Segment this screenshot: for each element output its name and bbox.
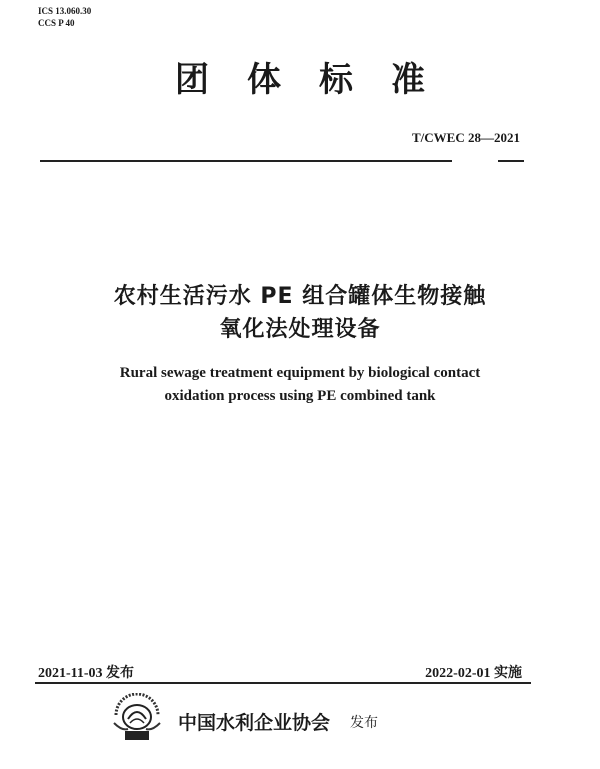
english-title-line-1: Rural sewage treatment equipment by biological contact — [119, 365, 481, 381]
english-title-line-2: oxidation process using PE combined tank — [164, 388, 436, 404]
classification-codes — [38, 5, 91, 29]
top-divider-segment — [498, 160, 524, 162]
implementation-date: 2022-02-01 实施 — [425, 666, 522, 681]
bottom-divider — [35, 682, 531, 684]
standard-number: T/CWEC 28—2021 — [412, 130, 520, 145]
top-divider — [40, 160, 452, 162]
ics-code: ICS 13.060.30 — [38, 6, 92, 16]
chinese-title-line-2: 氧化法处理设备 — [219, 317, 381, 342]
issuing-label: 发布 — [350, 715, 378, 731]
ccs-code: CCS P 40 — [38, 18, 75, 28]
association-seal-icon — [108, 693, 166, 745]
chinese-title-line-1: 农村生活污水 PE 组合罐体生物接触 — [113, 284, 487, 309]
issue-date: 2021-11-03 发布 — [38, 666, 135, 681]
document-type-heading: 团体标准 — [175, 60, 463, 100]
issuing-organization: 中国水利企业协会 — [178, 712, 331, 734]
